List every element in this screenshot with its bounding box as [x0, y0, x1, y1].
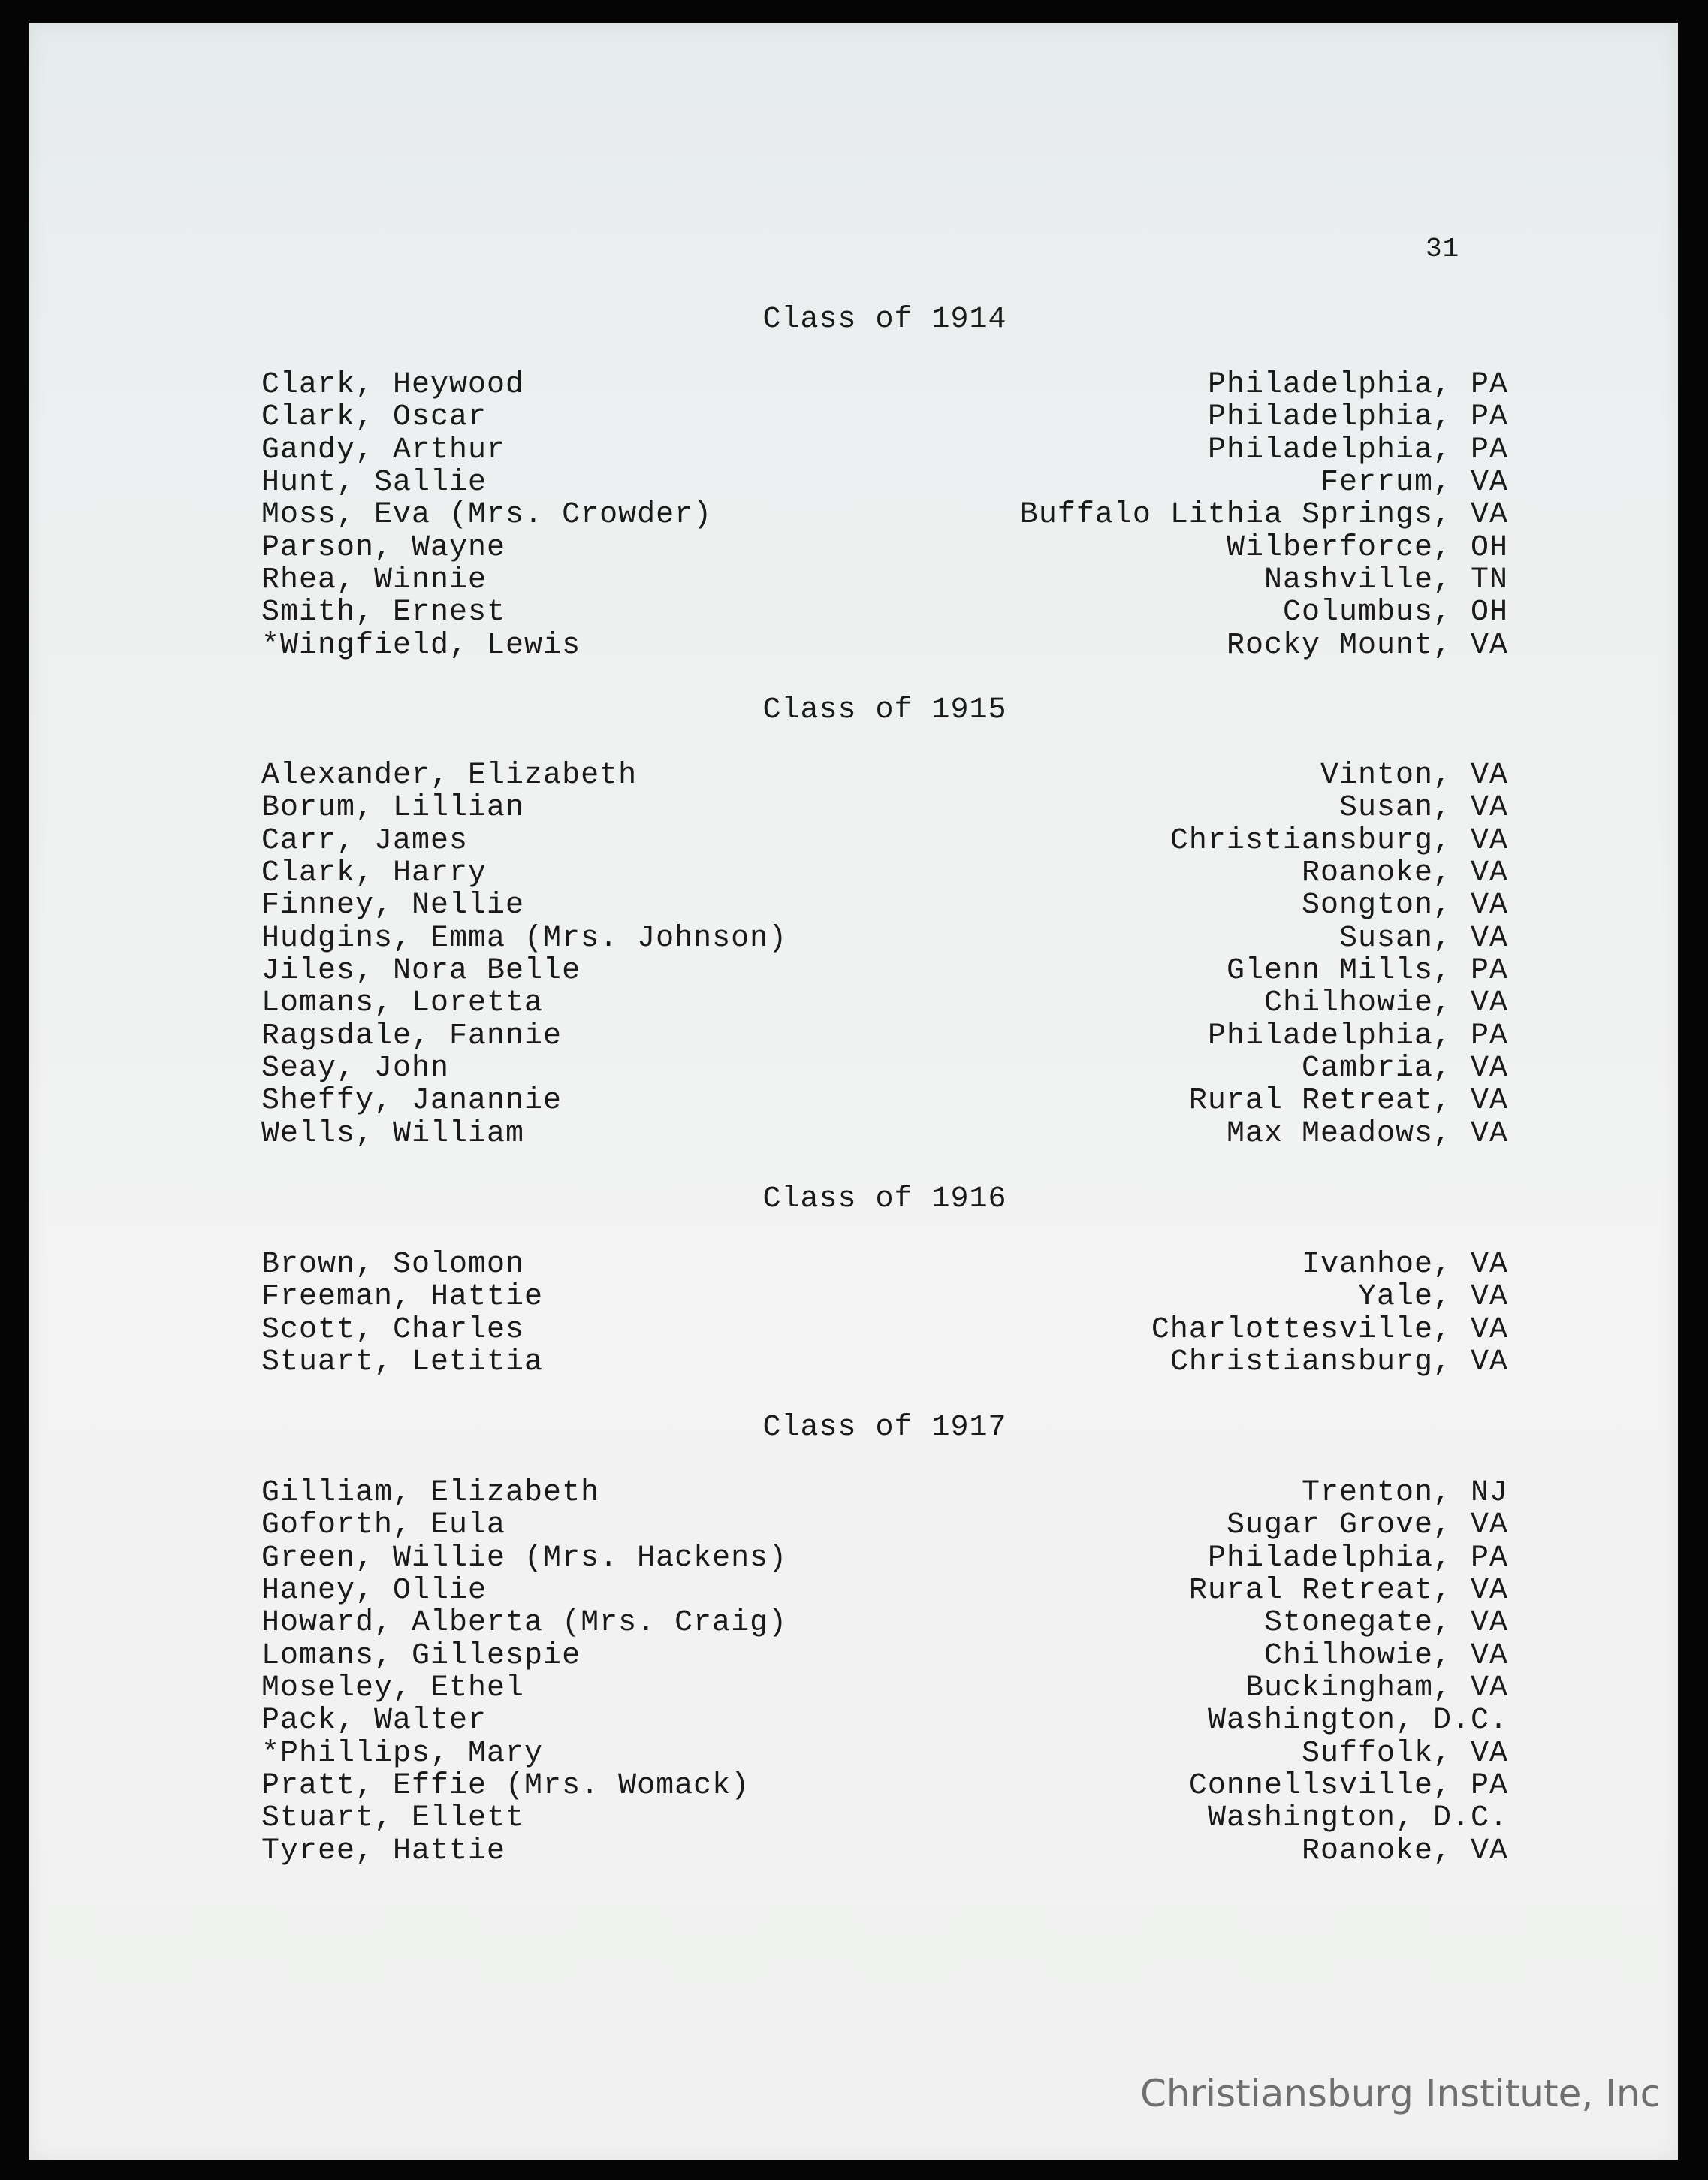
hometown: Glenn Mills, PA — [1226, 954, 1508, 989]
list-item — [261, 1346, 1508, 1378]
class-section-1915 — [261, 694, 1508, 1150]
class-section-1916 — [261, 1183, 1508, 1378]
hometown: Philadelphia, PA — [1207, 433, 1508, 467]
student-name: Lomans, Loretta — [261, 986, 544, 1021]
student-name: Moseley, Ethel — [261, 1671, 525, 1706]
student-name: Howard, Alberta (Mrs. Craig) — [261, 1606, 788, 1641]
hometown: Buffalo Lithia Springs, VA — [1019, 498, 1508, 533]
list-item — [261, 1607, 1508, 1639]
hometown: Connellsville, PA — [1188, 1769, 1508, 1804]
list-item — [261, 1704, 1508, 1737]
student-name: Gandy, Arthur — [261, 433, 506, 467]
hometown: Suffolk, VA — [1301, 1736, 1508, 1771]
hometown: Yale, VA — [1357, 1280, 1508, 1315]
list-item — [261, 1640, 1508, 1672]
student-name: Clark, Harry — [261, 856, 487, 891]
student-name: Clark, Oscar — [261, 400, 487, 435]
hometown: Nashville, TN — [1263, 563, 1508, 598]
watermark-text: Christiansburg Institute, Inc — [1140, 2072, 1661, 2115]
list-item — [261, 825, 1508, 857]
list-item — [261, 1575, 1508, 1607]
student-name: Carr, James — [261, 823, 469, 858]
list-item — [261, 857, 1508, 889]
hometown: Philadelphia, PA — [1207, 1019, 1508, 1053]
hometown: Buckingham, VA — [1245, 1671, 1508, 1706]
hometown: Roanoke, VA — [1301, 1834, 1508, 1868]
student-name: Parson, Wayne — [261, 530, 506, 565]
hometown: Sugar Grove, VA — [1226, 1508, 1508, 1543]
hometown: Vinton, VA — [1320, 759, 1508, 793]
list-item — [261, 499, 1508, 531]
hometown: Washington, D.C. — [1207, 1801, 1508, 1836]
student-name: Sheffy, Janannie — [261, 1084, 563, 1119]
list-item — [261, 1542, 1508, 1575]
hometown: Max Meadows, VA — [1226, 1116, 1508, 1151]
section-title: Class of 1914 — [762, 303, 1007, 337]
student-name: Scott, Charles — [261, 1312, 525, 1347]
student-name: Alexander, Elizabeth — [261, 759, 638, 793]
section-title: Class of 1917 — [762, 1411, 1007, 1445]
student-name: Clark, Heywood — [261, 368, 525, 402]
list-item — [261, 759, 1508, 792]
student-name: Pack, Walter — [261, 1704, 487, 1738]
hometown: Christiansburg, VA — [1169, 823, 1508, 858]
section-title: Class of 1915 — [762, 693, 1007, 727]
student-name: Finney, Nellie — [261, 889, 525, 923]
student-name: Pratt, Effie (Mrs. Womack) — [261, 1769, 750, 1804]
hometown: Christiansburg, VA — [1169, 1345, 1508, 1380]
list-item — [261, 532, 1508, 564]
list-item — [261, 1249, 1508, 1281]
student-name: Green, Willie (Mrs. Hackens) — [261, 1541, 788, 1575]
hometown: Philadelphia, PA — [1207, 368, 1508, 402]
list-item — [261, 596, 1508, 629]
section-title: Class of 1916 — [762, 1182, 1007, 1216]
list-item — [261, 889, 1508, 922]
student-name: Smith, Ernest — [261, 596, 506, 630]
student-name: Tyree, Hattie — [261, 1834, 506, 1868]
hometown: Chilhowie, VA — [1263, 1638, 1508, 1673]
list-item — [261, 564, 1508, 596]
student-name: Haney, Ollie — [261, 1574, 487, 1608]
list-item — [261, 922, 1508, 955]
hometown: Susan, VA — [1338, 791, 1508, 826]
list-item — [261, 1020, 1508, 1052]
hometown: Ivanhoe, VA — [1301, 1248, 1508, 1282]
student-name: *Phillips, Mary — [261, 1736, 544, 1771]
student-name: Goforth, Eula — [261, 1508, 506, 1543]
student-name: Moss, Eva (Mrs. Crowder) — [261, 498, 713, 533]
hometown: Stonegate, VA — [1263, 1606, 1508, 1641]
hometown: Cambria, VA — [1301, 1052, 1508, 1086]
student-name: Rhea, Winnie — [261, 563, 487, 598]
list-item — [261, 792, 1508, 824]
list-item — [261, 1314, 1508, 1346]
hometown: Trenton, NJ — [1301, 1476, 1508, 1510]
hometown: Susan, VA — [1338, 921, 1508, 956]
document-page — [29, 23, 1678, 2160]
student-name: *Wingfield, Lewis — [261, 628, 581, 663]
list-item — [261, 1738, 1508, 1770]
student-name: Jiles, Nora Belle — [261, 954, 581, 989]
hometown: Washington, D.C. — [1207, 1704, 1508, 1738]
student-name: Hunt, Sallie — [261, 466, 487, 500]
list-item — [261, 401, 1508, 433]
hometown: Philadelphia, PA — [1207, 400, 1508, 435]
list-item — [261, 1477, 1508, 1509]
list-item — [261, 955, 1508, 987]
hometown: Charlottesville, VA — [1151, 1312, 1508, 1347]
page-number: 31 — [1426, 234, 1460, 264]
list-item — [261, 1281, 1508, 1313]
student-name: Brown, Solomon — [261, 1248, 525, 1282]
student-name: Borum, Lillian — [261, 791, 525, 826]
list-item — [261, 466, 1508, 499]
hometown: Chilhowie, VA — [1263, 986, 1508, 1021]
student-name: Stuart, Letitia — [261, 1345, 544, 1380]
hometown: Rural Retreat, VA — [1188, 1084, 1508, 1119]
student-name: Hudgins, Emma (Mrs. Johnson) — [261, 921, 788, 956]
hometown: Philadelphia, PA — [1207, 1541, 1508, 1575]
list-item — [261, 1770, 1508, 1802]
student-name: Freeman, Hattie — [261, 1280, 544, 1315]
hometown: Wilberforce, OH — [1226, 530, 1508, 565]
class-section-1917 — [261, 1412, 1508, 1867]
student-name: Ragsdale, Fannie — [261, 1019, 563, 1053]
list-item — [261, 1118, 1508, 1150]
class-section-1914 — [261, 303, 1508, 662]
student-name: Stuart, Ellett — [261, 1801, 525, 1836]
student-name: Wells, William — [261, 1116, 525, 1151]
list-item — [261, 1509, 1508, 1541]
hometown: Columbus, OH — [1282, 596, 1508, 630]
list-item — [261, 1085, 1508, 1117]
list-item — [261, 1802, 1508, 1834]
hometown: Songton, VA — [1301, 889, 1508, 923]
hometown: Rocky Mount, VA — [1226, 628, 1508, 663]
list-item — [261, 630, 1508, 662]
hometown: Roanoke, VA — [1301, 856, 1508, 891]
list-item — [261, 369, 1508, 401]
list-item — [261, 434, 1508, 466]
hometown: Rural Retreat, VA — [1188, 1574, 1508, 1608]
list-item — [261, 987, 1508, 1019]
list-item — [261, 1052, 1508, 1085]
student-name: Gilliam, Elizabeth — [261, 1476, 600, 1510]
list-item — [261, 1835, 1508, 1867]
list-item — [261, 1672, 1508, 1704]
hometown: Ferrum, VA — [1320, 466, 1508, 500]
student-name: Seay, John — [261, 1052, 450, 1086]
student-name: Lomans, Gillespie — [261, 1638, 581, 1673]
